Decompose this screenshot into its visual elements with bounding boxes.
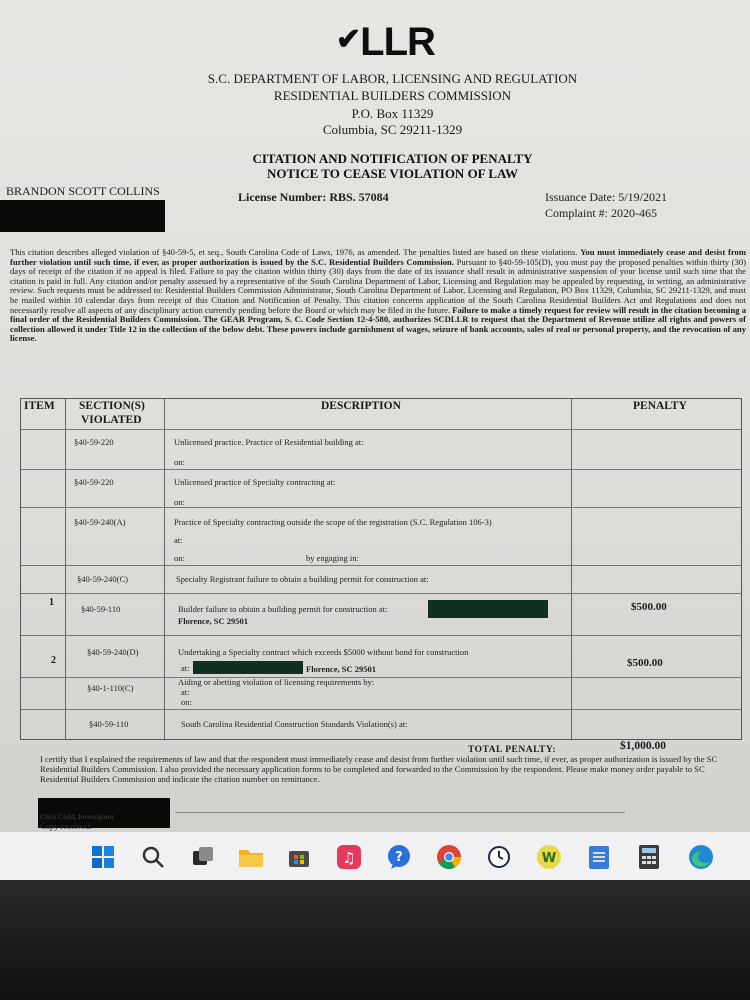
row-5-section: §40-59-240(D)	[87, 647, 139, 657]
row-6-description: Aiding or abetting violation of licensing requirements by:	[178, 677, 375, 687]
calculator-icon[interactable]	[636, 844, 662, 870]
total-penalty-label: TOTAL PENALTY:	[468, 745, 557, 755]
redacted-address	[0, 200, 165, 232]
body-gear-program: Failure to make a timely request for review will result in the citation becoming a final order of the Residential Builders Commission. The GEAR Program, S. C. Code Section 12-4-580, authorizes SCDLLR to request that the Department of Revenue utilize all rights and powers of collection allowed it under Title 12 in the collection of the below debt. These powers include garnishment of wages, seizure of bank accounts, sales of real or personal property, and the revocation of any license.	[10, 304, 746, 344]
microsoft-store-icon[interactable]	[286, 844, 312, 870]
row-0-section: §40-59-220	[74, 437, 114, 447]
row-4-penalty: $500.00	[631, 601, 667, 613]
row-4-location: Florence, SC 29501	[178, 616, 248, 626]
complaint-number: Complaint #: 2020-465	[545, 206, 657, 220]
music-icon[interactable]	[336, 844, 362, 870]
row-7-description: South Carolina Residential Construction Standards Violation(s) at:	[181, 719, 408, 729]
license-number: License Number: RBS. 57084	[238, 190, 389, 204]
total-penalty-amount: $1,000.00	[620, 740, 666, 752]
row-4-section: §40-59-110	[81, 604, 121, 614]
row-0-on: on:	[174, 457, 185, 467]
file-explorer-icon[interactable]	[238, 844, 264, 870]
monitor-bezel	[0, 880, 750, 1000]
row-2-on: on:	[174, 553, 185, 563]
w-app-icon[interactable]	[536, 844, 562, 870]
llr-logo: ✔LLR	[336, 20, 435, 64]
notice-title: NOTICE TO CEASE VIOLATION OF LAW	[266, 166, 519, 181]
body-part-1: This citation describes alleged violation of §40-59-5, et seq., South Carolina Code of Laws, 1976, as amended. The penalties listed are based on these violations.	[10, 247, 581, 257]
agency-name: S.C. DEPARTMENT OF LABOR, LICENSING AND REGULATION	[207, 71, 578, 86]
row-2-section: §40-59-240(A)	[74, 517, 126, 527]
redacted-address-2	[193, 661, 303, 674]
body-cease-desist: You must immediately cease and desist from further violation until such time, if ever, as proper authorization is issued by the S.C. Residential Builders Commission.	[10, 247, 746, 267]
issuance-date: Issuance Date: 5/19/2021	[545, 190, 667, 204]
certification-text: I certify that I explained the requirements of law and that the respondent must immediately cease and desist from further violation until such time, if ever, as proper authorization is issued by the SC Residential Builders Commission. I also provided the necessary application forms to be completed and forwarded to the Commission by the respondent. Please make money order payable to SC Residential Builders Commission and indicate the citation number on remittance.	[40, 754, 718, 784]
edge-icon[interactable]	[688, 844, 714, 870]
citation-body-text	[10, 248, 746, 344]
chat-icon[interactable]	[386, 844, 412, 870]
redacted-address-1	[428, 600, 548, 618]
row-5-penalty: $500.00	[627, 657, 663, 669]
header-description: DESCRIPTION	[321, 400, 401, 412]
row-2-description: Practice of Specialty contracting outside the scope of the registration (S.C. Regulation 106-3)	[174, 517, 492, 527]
investigator-name: Chris Cudd, Investigator	[40, 812, 114, 821]
header-section: SECTION(S)	[79, 400, 145, 412]
notepad-icon[interactable]	[586, 844, 612, 870]
respondent-name: BRANDON SCOTT COLLINS	[6, 184, 160, 198]
row-1-on: on:	[174, 497, 185, 507]
header-item: ITEM	[24, 400, 55, 412]
windows-start-icon[interactable]	[90, 844, 116, 870]
row-1-section: §40-59-220	[74, 477, 114, 487]
row-5-item: 2	[51, 655, 56, 666]
row-1-description: Unlicensed practice of Specialty contracting at:	[174, 477, 336, 487]
row-2-at: at:	[174, 535, 183, 545]
task-view-icon[interactable]	[190, 844, 216, 870]
commission-name: RESIDENTIAL BUILDERS COMMISSION	[273, 88, 512, 103]
signature-line	[175, 812, 625, 813]
clock-icon[interactable]	[486, 844, 512, 870]
row-5-at: at:	[181, 663, 190, 673]
row-4-item: 1	[49, 597, 54, 608]
po-box: P.O. Box 11329	[351, 106, 434, 121]
row-5-location: Florence, SC 29501	[306, 664, 376, 674]
citation-title: CITATION AND NOTIFICATION OF PENALTY	[252, 151, 533, 166]
search-icon[interactable]	[140, 844, 166, 870]
row-3-description: Specialty Registrant failure to obtain a building permit for construction at:	[176, 574, 429, 584]
violations-table	[20, 398, 742, 740]
svg-text:♫: ♫	[342, 849, 356, 867]
svg-text:?: ?	[395, 850, 403, 865]
copy-received-label: Copy received:	[40, 821, 92, 831]
row-6-section: §40-1-110(C)	[87, 683, 134, 693]
svg-text:W: W	[541, 851, 557, 866]
row-7-section: §40-59-110	[89, 719, 129, 729]
row-3-section: §40-59-240(C)	[77, 574, 128, 584]
row-0-description: Unlicensed practice. Practice of Residential building at:	[174, 437, 364, 447]
row-4-description: Builder failure to obtain a building permit for construction at:	[178, 604, 388, 614]
city-zip: Columbia, SC 29211-1329	[322, 122, 463, 137]
body-part-2: Pursuant to §40-59-105(D), you must pay the proposed penalties within thirty (30) days of receipt of the citation if no appeal is filed. Failure to pay the citation within thirty (30) days from the date of its issuance shall result in administrative suspension of your license until such time that the citation is paid in full. Any citation and/or penalty assessed by a representative of the South Carolina Department of Labor, Licensing and Regulation may be appealed by requesting, in writing, an administrative review. Such requests must be addressed to: Residential Builders Commission Administrator, South Carolina Department of Labor, Licensing and Regulation, PO Box 11329, Columbia, SC 29211-1329, and must be mailed within 10 calendar days from receipt of this Citation and Notification of Penalty. This citation concerns application of the South Carolina Residential Builders Act and Regulations and does not necessarily resolve all aspects of any disciplinary action currently pending before the Board or which may be filed in the future.	[10, 256, 746, 315]
row-5-description: Undertaking a Specialty contract which exceeds $5000 without bond for construction	[178, 647, 469, 657]
row-2-engaging: by engaging in:	[306, 553, 359, 563]
header-penalty: PENALTY	[633, 400, 687, 412]
row-6-on: on:	[181, 697, 192, 707]
chrome-icon[interactable]	[436, 844, 462, 870]
header-violated: VIOLATED	[81, 414, 142, 426]
row-6-at: at:	[181, 687, 190, 697]
